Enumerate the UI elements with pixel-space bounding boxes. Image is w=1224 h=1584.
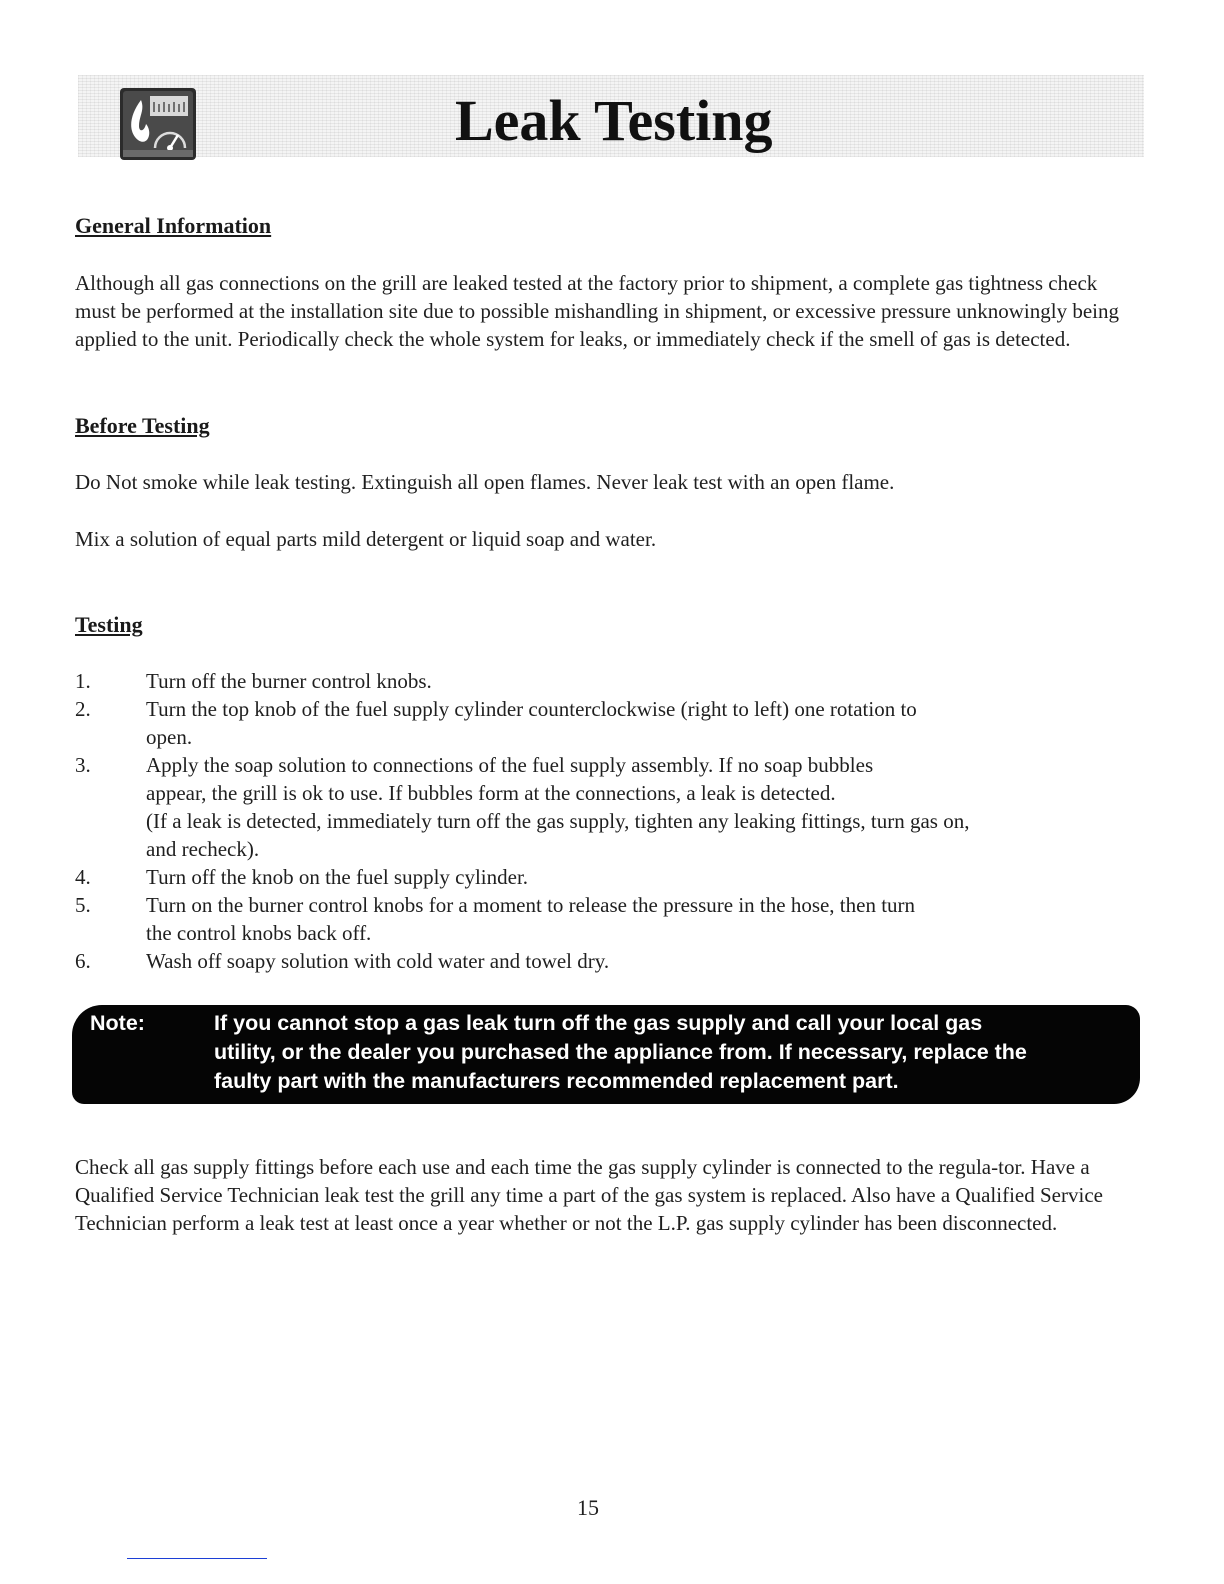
step-number: 6. [75, 949, 91, 973]
testing-steps-list [75, 667, 1135, 975]
note-label: Note: [90, 1011, 145, 1035]
step-text: Apply the soap solution to connections of the fuel supply assembly. If no soap bubbles appear, the grill is ok to use. If bubbles form at the connections, a leak is detected. (If a leak is detected, immediately turn off the gas supply, tighten any leaking fittings, turn gas on, and recheck). [146, 753, 970, 861]
step-number: 2. [75, 697, 91, 721]
warning-note-box [72, 1005, 1140, 1104]
section-heading-testing: Testing [75, 612, 143, 637]
step-text: Wash off soapy solution with cold water and towel dry. [146, 949, 610, 973]
before-testing-paragraph-1: Do Not smoke while leak testing. Extinguish all open flames. Never leak test with an open flame. [75, 470, 895, 494]
note-text: If you cannot stop a gas leak turn off the gas supply and call your local gas utility, or the dealer you purchased the appliance from. If necessary, replace the faulty part with the manufacturers recommended replacement part. [214, 1011, 1027, 1093]
closing-paragraph: Check all gas supply fittings before each use and each time the gas supply cylinder is connected to the regula-tor. Have a Qualified Service Technician leak test the grill any time a part of the gas system is replaced. Also have a Qualified Service Technician perform a leak test at least once a year whether or not the L.P. gas supply cylinder has been disconnected. [75, 1155, 1103, 1235]
list-item [75, 695, 1135, 751]
page-title: Leak Testing [455, 88, 773, 153]
step-text: Turn off the burner control knobs. [146, 669, 432, 693]
step-text: Turn on the burner control knobs for a moment to release the pressure in the hose, then turn the control knobs back off. [146, 893, 916, 945]
section-heading-before-testing: Before Testing [75, 413, 210, 438]
section-heading-general-information: General Information [75, 213, 272, 238]
list-item [75, 751, 1135, 863]
step-text: Turn off the knob on the fuel supply cylinder. [146, 865, 529, 889]
general-information-paragraph: Although all gas connections on the grill are leaked tested at the factory prior to shipment, a complete gas tightness check must be performed at the installation site due to possible mishandling in shipment, or excessive pressure unknowingly being applied to the unit. Periodically check the whole system for leaks, or immediately check if the smell of gas is detected. [75, 271, 1119, 351]
step-number: 5. [75, 893, 91, 917]
step-text: Turn the top knob of the fuel supply cylinder counterclockwise (right to left) one rotation to open. [146, 697, 917, 749]
list-item [75, 863, 1135, 891]
step-number: 1. [75, 669, 91, 693]
page-number: 15 [577, 1495, 599, 1520]
step-number: 4. [75, 865, 91, 889]
list-item [75, 667, 1135, 695]
step-number: 3. [75, 753, 91, 777]
list-item [75, 947, 1135, 975]
before-testing-paragraph-2: Mix a solution of equal parts mild detergent or liquid soap and water. [75, 527, 657, 551]
footer-rule [127, 1558, 267, 1559]
gas-tank-gauge-icon [120, 88, 196, 160]
list-item [75, 891, 1135, 947]
